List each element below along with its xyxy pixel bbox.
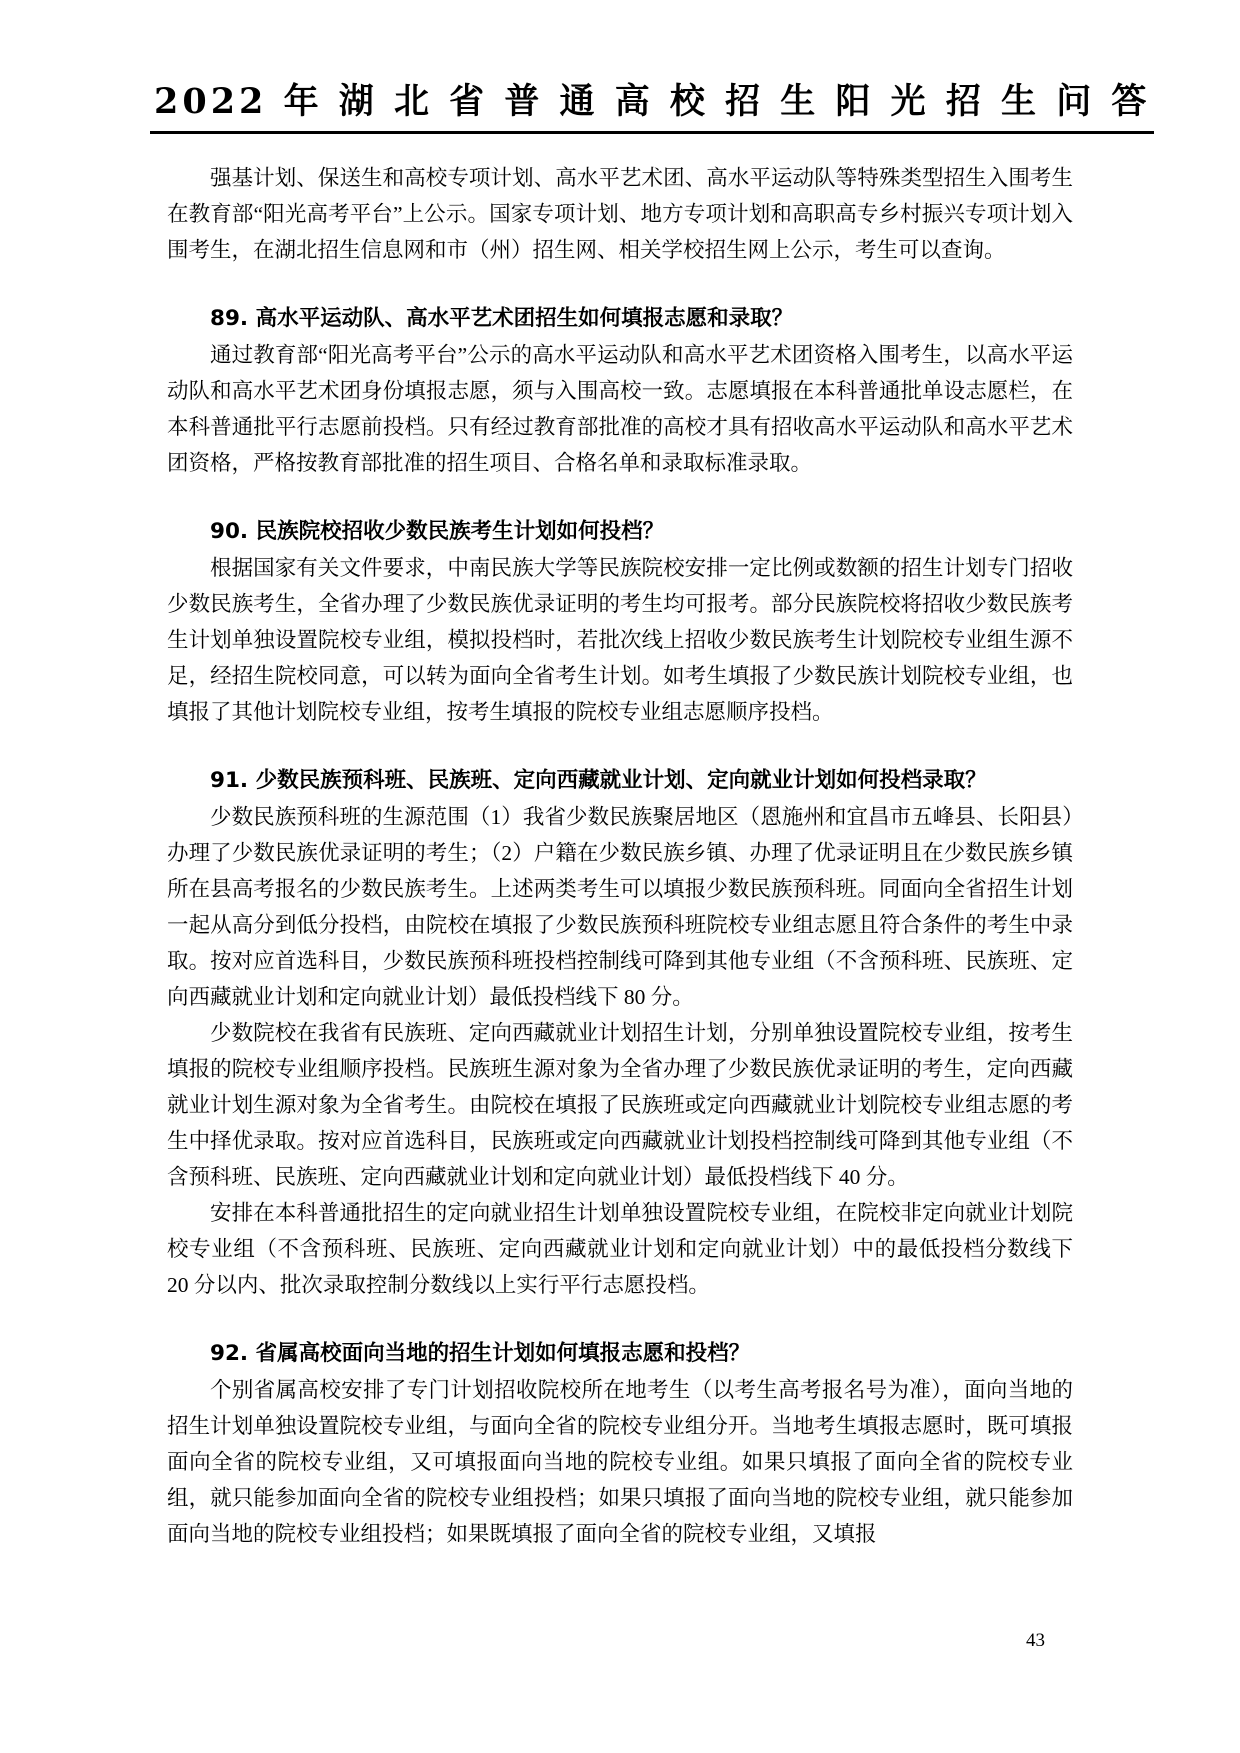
- question-90-heading: 90. 民族院校招收少数民族考生计划如何投档？: [210, 519, 665, 544]
- question-92-answer-paragraph: 个别省属高校安排了专门计划招收院校所在地考生（以考生高考报名号为准），面向当地的招生计划单独设置院校专业组，与面向全省的院校专业组分开。当地考生填报志愿时，既可填报面向全省的院校专业组，又可填报面向当地的院校专业组。如果只填报了面向全省的院校专业组，就只能参加面向全省的院校专业组投档；如果只填报了面向当地的院校专业组，就只能参加面向当地的院校专业组投档；如果既填报了面向全省的院校专业组，又填报: [167, 1378, 1073, 1546]
- intro-paragraph: 强基计划、保送生和高校专项计划、高水平艺术团、高水平运动队等特殊类型招生入围考生在教育部“阳光高考平台”上公示。国家专项计划、地方专项计划和高职高专乡村振兴专项计划入围考生，在湖北招生信息网和市（州）招生网、相关学校招生网上公示，考生可以查询。: [167, 166, 1073, 262]
- question-91-answer-paragraph-2: 少数院校在我省有民族班、定向西藏就业计划招生计划，分别单独设置院校专业组，按考生填报的院校专业组顺序投档。民族班生源对象为全省办理了少数民族优录证明的考生，定向西藏就业计划生源对象为全省考生。由院校在填报了民族班或定向西藏就业计划院校专业组志愿的考生中择优录取。按对应首选科目，民族班或定向西藏就业计划投档控制线可降到其他专业组（不含预科班、民族班、定向西藏就业计划和定向就业计划）最低投档线下 40 分。: [167, 1021, 1073, 1189]
- question-91-heading: 91. 少数民族预科班、民族班、定向西藏就业计划、定向就业计划如何投档录取？: [210, 768, 987, 793]
- question-92-heading: 92. 省属高校面向当地的招生计划如何填报志愿和投档？: [210, 1341, 751, 1366]
- question-89-answer-paragraph: 通过教育部“阳光高考平台”公示的高水平运动队和高水平艺术团资格入围考生，以高水平运动队和高水平艺术团身份填报志愿，须与入围高校一致。志愿填报在本科普通批单设志愿栏，在本科普通批平行志愿前投档。只有经过教育部批准的高校才具有招收高水平运动队和高水平艺术团资格，严格按教育部批准的招生项目、合格名单和录取标准录取。: [167, 343, 1073, 475]
- document-header: [150, 74, 1151, 134]
- question-89-heading: 89. 高水平运动队、高水平艺术团招生如何填报志愿和录取？: [210, 306, 794, 331]
- page-number: 43: [1026, 1630, 1045, 1651]
- document-title: 2022 年 湖 北 省 普 通 高 校 招 生 阳 光 招 生 问 答: [150, 74, 1154, 134]
- document-body: [167, 160, 1073, 1552]
- question-90-answer-paragraph: 根据国家有关文件要求，中南民族大学等民族院校安排一定比例或数额的招生计划专门招收少数民族考生，全省办理了少数民族优录证明的考生均可报考。部分民族院校将招收少数民族考生计划单独设置院校专业组，模拟投档时，若批次线上招收少数民族考生计划院校专业组生源不足，经招生院校同意，可以转为面向全省考生计划。如考生填报了少数民族计划院校专业组，也填报了其他计划院校专业组，按考生填报的院校专业组志愿顺序投档。: [167, 556, 1073, 724]
- question-91-answer-paragraph-3: 安排在本科普通批招生的定向就业招生计划单独设置院校专业组，在院校非定向就业计划院校专业组（不含预科班、民族班、定向西藏就业计划和定向就业计划）中的最低投档分数线下 20 分以内、批次录取控制分数线以上实行平行志愿投档。: [167, 1201, 1073, 1297]
- question-91-answer-paragraph-1: 少数民族预科班的生源范围（1）我省少数民族聚居地区（恩施州和宜昌市五峰县、长阳县）办理了少数民族优录证明的考生；（2）户籍在少数民族乡镇、办理了优录证明且在少数民族乡镇所在县高考报名的少数民族考生。上述两类考生可以填报少数民族预科班。同面向全省招生计划一起从高分到低分投档，由院校在填报了少数民族预科班院校专业组志愿且符合条件的考生中录取。按对应首选科目，少数民族预科班投档控制线可降到其他专业组（不含预科班、民族班、定向西藏就业计划和定向就业计划）最低投档线下 80 分。: [167, 805, 1073, 1009]
